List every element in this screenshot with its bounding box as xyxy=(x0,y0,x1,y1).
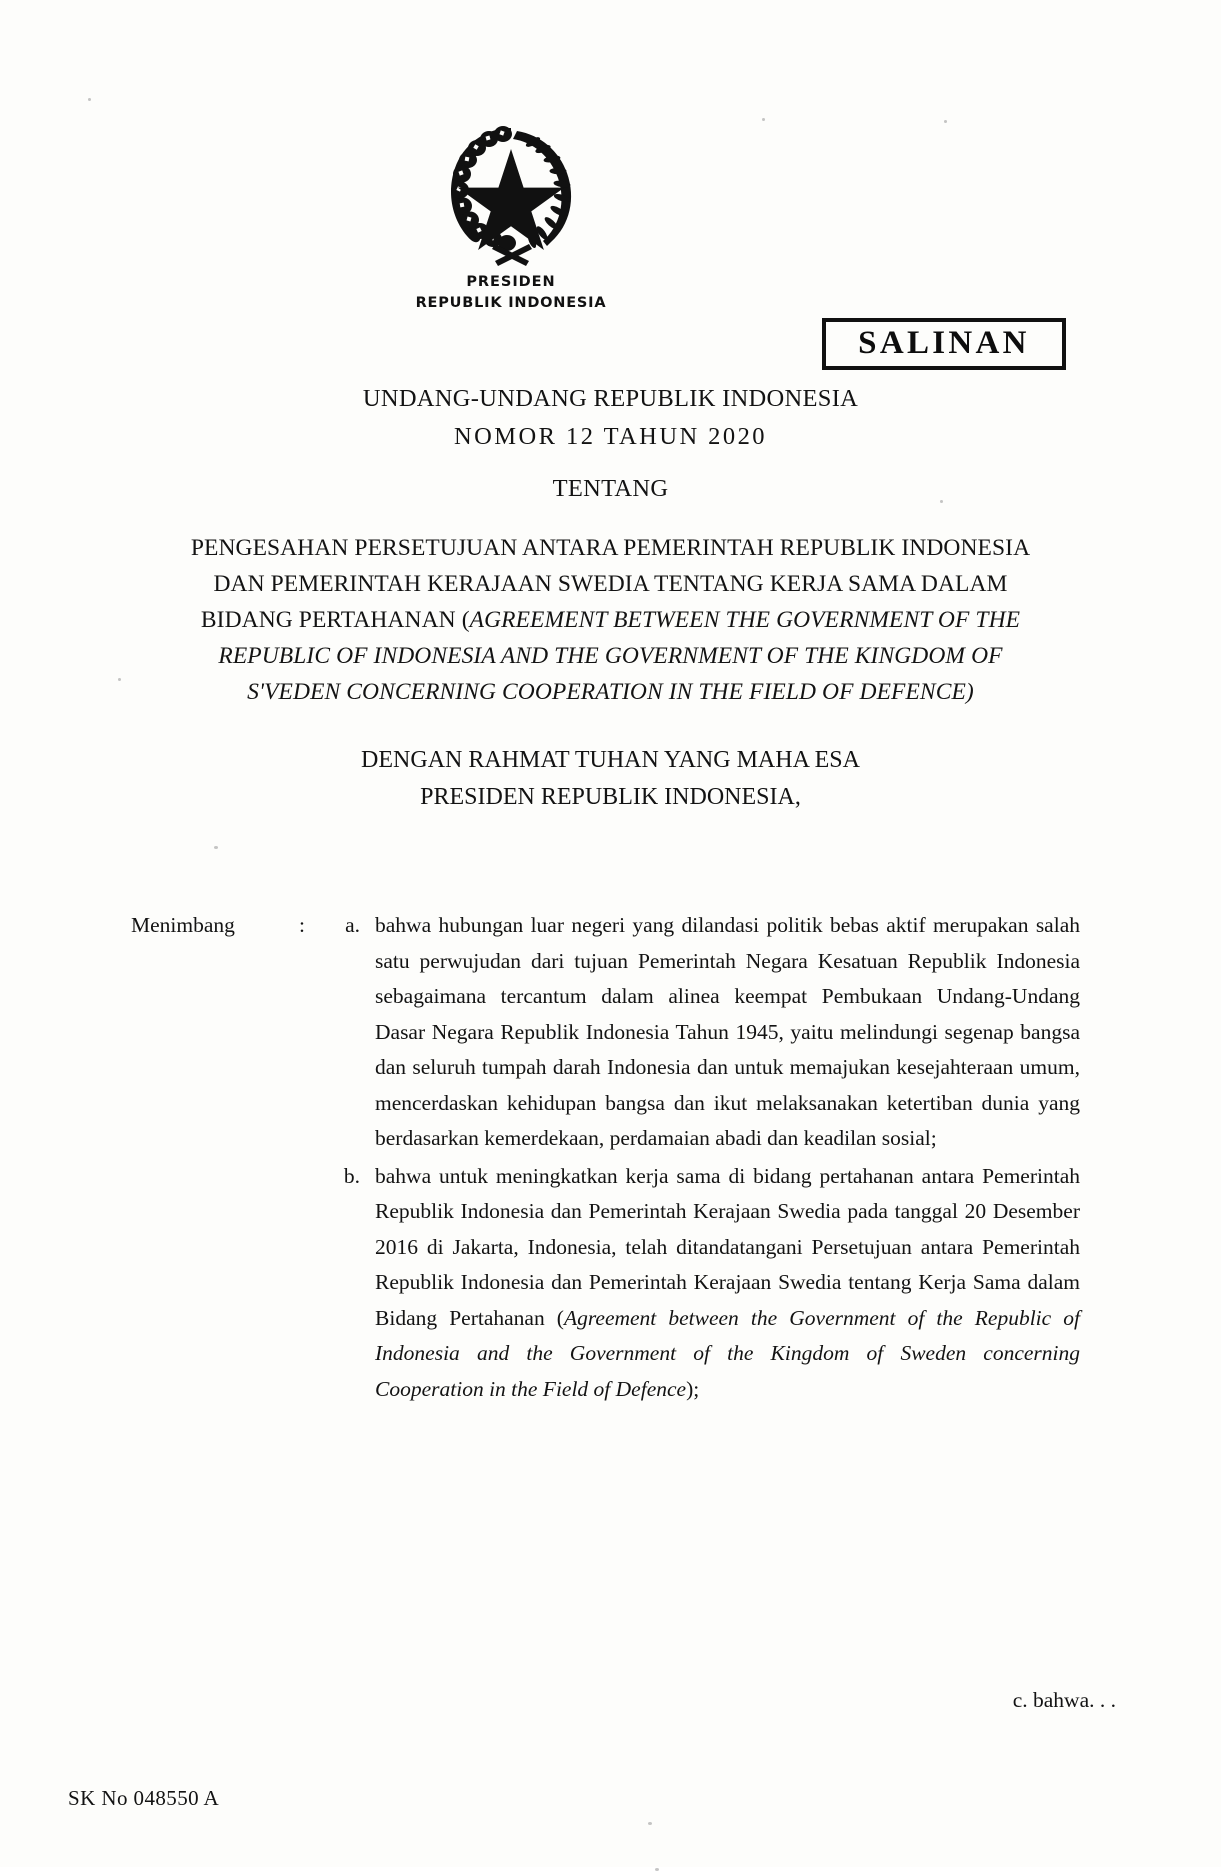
item-text-plain: bahwa untuk meningkatkan kerja sama di bidang pertahanan antara Pemerintah Republik Indonesia dan Pemerintah Kerajaan Swedia pada tanggal 20 Desember 2016 di Jakarta, Indonesia, telah ditandatangani Persetujuan antara Pemerintah Republik Indonesia dan Pemerintah Kerajaan Swedia tentang Kerja Sama dalam Bidang Pertahanan ( xyxy=(375,1163,1080,1330)
title-block xyxy=(0,380,1221,816)
long-title-line xyxy=(0,566,1221,602)
long-title-plain: PENGESAHAN PERSETUJUAN ANTARA PEMERINTAH REPUBLIK INDONESIA xyxy=(190,535,1031,561)
title-line-tentang: TENTANG xyxy=(552,475,669,502)
title-line-law-name: UNDANG-UNDANG REPUBLIK INDONESIA xyxy=(362,385,859,412)
consideration-item xyxy=(330,1159,1080,1408)
item-text-tail: ); xyxy=(686,1376,700,1401)
consideration-item xyxy=(330,908,1080,1157)
enacting-formula-line-2: PRESIDEN REPUBLIK INDONESIA, xyxy=(420,784,801,810)
long-title-plain: BIDANG PERTAHANAN ( xyxy=(200,607,470,633)
long-title-line xyxy=(0,638,1221,674)
scan-speckle xyxy=(940,500,943,503)
document-header xyxy=(0,110,1221,361)
long-title-plain: DAN PEMERINTAH KERAJAAN SWEDIA TENTANG KERJA SAMA DALAM xyxy=(213,571,1008,597)
long-title-line xyxy=(0,530,1221,566)
menimbang-colon: : xyxy=(299,913,305,937)
sk-number-footer: SK No 048550 A xyxy=(68,1786,220,1810)
enacting-formula xyxy=(0,742,1221,816)
long-title-line xyxy=(0,602,1221,638)
consideration-item-text xyxy=(375,908,1080,1157)
scan-speckle xyxy=(944,120,947,123)
long-title-italic: AGREEMENT BETWEEN THE GOVERNMENT OF THE xyxy=(469,607,1021,633)
salinan-stamp-label: SALINAN xyxy=(858,324,1030,361)
long-title-italic: S'VEDEN CONCERNING COOPERATION IN THE FIELD OF DEFENCE) xyxy=(247,679,974,705)
indonesian-presidential-seal-icon xyxy=(437,118,585,268)
item-text-plain: bahwa hubungan luar negeri yang dilandasi politik bebas aktif merupakan salah satu perwujudan dari tujuan Pemerintah Negara Kesatuan Republik Indonesia sebagaimana tercantum dalam alinea keempat Pembukaan Undang-Undang Dasar Negara Republik Indonesia Tahun 1945, yaitu melindungi segenap bangsa dan seluruh tumpah darah Indonesia dan untuk memajukan kesejahteraan umum, mencerdaskan kehidupan bangsa dan ikut melaksanakan ketertiban dunia yang berdasarkan kemerdekaan, perdamaian abadi dan keadilan sosial; xyxy=(375,913,1080,1150)
seal-caption-line-1: PRESIDEN xyxy=(466,274,556,290)
title-line-number-year: NOMOR 12 TAHUN 2020 xyxy=(454,423,767,450)
scan-speckle xyxy=(88,98,91,101)
long-title-italic: REPUBLIC OF INDONESIA AND THE GOVERNMENT OF THE KINGDOM OF xyxy=(218,643,1003,669)
consideration-item-text xyxy=(375,1159,1080,1408)
seal-caption-line-2: REPUBLIK INDONESIA xyxy=(415,295,607,312)
salinan-stamp xyxy=(822,318,1066,370)
consideration-item-marker: a. xyxy=(345,913,360,937)
page-catchword: c. bahwa. . . xyxy=(1012,1688,1116,1712)
scan-speckle xyxy=(762,118,765,121)
scan-speckle xyxy=(214,846,218,849)
scan-speckle xyxy=(118,678,121,681)
consideration-item-marker: b. xyxy=(343,1163,360,1188)
enacting-formula-line-1: DENGAN RAHMAT TUHAN YANG MAHA ESA xyxy=(361,747,860,773)
long-title-line xyxy=(0,674,1221,710)
long-title xyxy=(0,530,1221,710)
consideration-items xyxy=(330,908,1080,1409)
menimbang-label: Menimbang xyxy=(131,913,235,937)
scan-speckle xyxy=(648,1822,652,1825)
seal-caption xyxy=(381,272,641,314)
item-text-italic: Agreement between the Government of the Republic of Indonesia and the Government of the Kingdom of Sweden concerning Cooperation in the Field of Defence xyxy=(375,1305,1080,1401)
